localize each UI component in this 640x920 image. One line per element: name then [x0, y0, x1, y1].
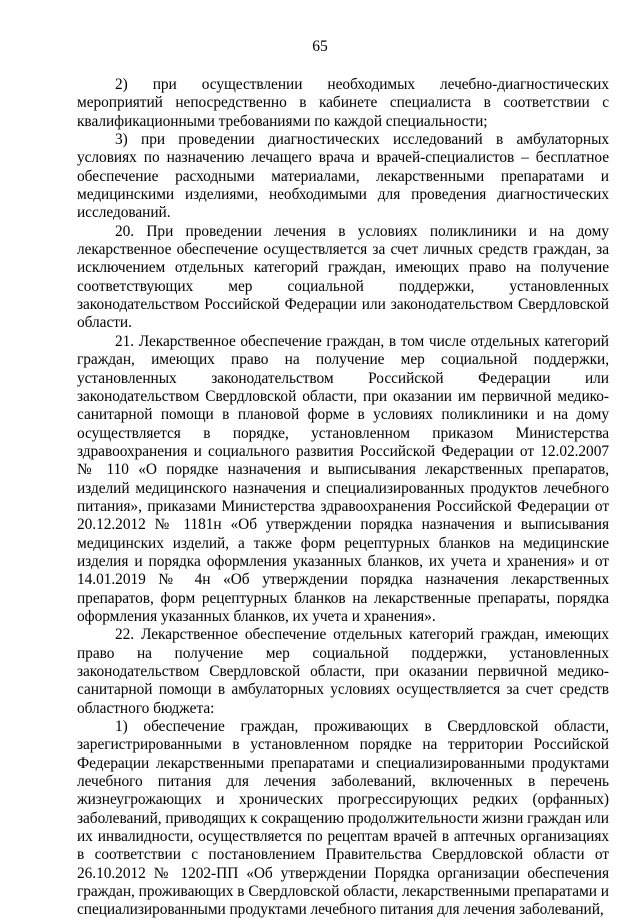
paragraph-clause-21: 21. Лекарственное обеспечение граждан, в том числе отдельных категорий граждан, имеющих право на получение мер социальной поддержки, установленных законодательством Российской Федерации или законодательством Свердловской области, при оказании им первичной медико-санитарной помощи в плановой форме в условиях поликлиники и на дому осуществляется в порядке, установленном приказом Министерства здравоохранения и социального развития Российской Федерации от 12.02.2007 № 110 «О порядке назначения и выписывания лекарственных препаратов, изделий медицинского назначения и специализированных продуктов лечебного питания», приказами Министерства здравоохранения Российской Федерации от 20.12.2012 № 1181н «Об утверждении порядка назначения и выписывания медицинских изделий, а также форм рецептурных бланков на медицинские изделия и порядка оформления указанных бланков, их учета и хранения» и от 14.01.2019 № 4н «Об утверждении порядка назначения лекарственных препаратов, форм рецептурных бланков на лекарственные препараты, порядка оформления указанных бланков, их учета и хранения».	[77, 332, 609, 625]
document-body	[77, 76, 609, 920]
paragraph-clause-20: 20. При проведении лечения в условиях поликлиники и на дому лекарственное обеспечение осуществляется за счет личных средств граждан, за исключением отдельных категорий граждан, имеющих право на получение соответствующих мер социальной поддержки, установленных законодательством Российской Федерации или законодательством Свердловской области.	[77, 222, 609, 332]
paragraph-clause-22: 22. Лекарственное обеспечение отдельных категорий граждан, имеющих право на получение мер социальной поддержки, установленных законодательством Свердловской области, при оказании первичной медико-санитарной помощи в амбулаторных условиях осуществляется за счет средств областного бюджета:	[77, 626, 609, 717]
paragraph-clause-22-item-1: 1) обеспечение граждан, проживающих в Свердловской области, зарегистрированными в установленном порядке на территории Российской Федерации лекарственными препаратами и специализированными продуктами лечебного питания для лечения заболеваний, включенных в перечень жизнеугрожающих и хронических прогрессирующих редких (орфанных) заболеваний, приводящих к сокращению продолжительности жизни граждан или их инвалидности, осуществляется по рецептам врачей в аптечных организациях в соответствии с постановлением Правительства Свердловской области от 26.10.2012 № 1202-ПП «Об утверждении Порядка организации обеспечения граждан, проживающих в Свердловской области, лекарственными препаратами и специализированными продуктами лечебного питания для лечения заболеваний,	[77, 718, 609, 919]
page-number: 65	[312, 38, 328, 55]
paragraph-item-3-diagnostic-research: 3) при проведении диагностических исследований в амбулаторных условиях по назначению лечащего врача и врачей-специалистов – бесплатное обеспечение расходными материалами, лекарственными препаратами и медицинскими изделиями, необходимыми для проведения диагностических исследований.	[77, 131, 609, 222]
paragraph-item-2-diagnostics: 2) при осуществлении необходимых лечебно-диагностических мероприятий непосредственно в кабинете специалиста в соответствии с квалификационными требованиями по каждой специальности;	[77, 76, 609, 130]
